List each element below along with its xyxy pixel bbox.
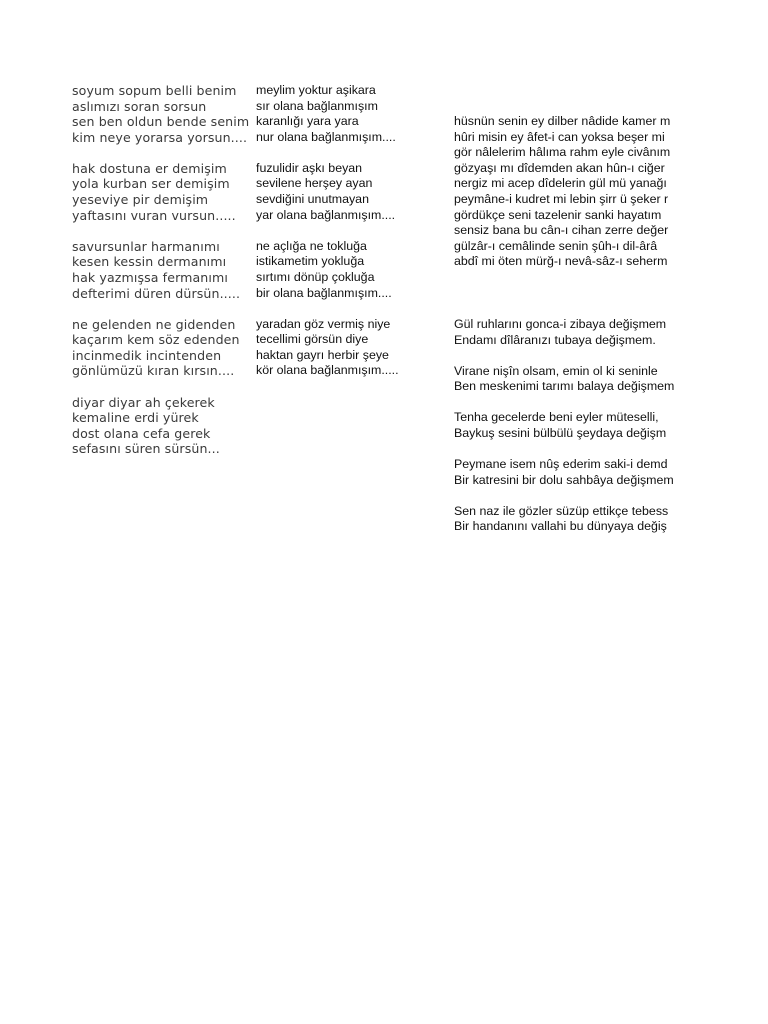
poem-line: hak yazmışsa fermanımı [72, 269, 228, 285]
poem-line: hüsnün senin ey dilber nâdide kamer m [454, 114, 671, 128]
stanza [454, 457, 676, 488]
poem-line: yar olana bağlanmışım.... [256, 207, 396, 222]
poem-line: Endamı dîlâranızı tubaya değişmem. [454, 332, 656, 347]
stanza [72, 317, 254, 379]
poem-line: kim neye yorarsa yorsun.... [72, 129, 248, 145]
poem-line: Virane nişîn olsam, emin ol ki seninle [454, 363, 658, 378]
stanza [256, 317, 446, 379]
poem-line: gözyaşı mı dîdemden akan hûn-ı ciğer [454, 160, 665, 175]
poem-line: Peymane isem nûş ederim saki-i demd [454, 457, 668, 471]
stanza [72, 161, 254, 223]
poem-line: hûri misin ey âfet-i can yoksa beşer mi [454, 129, 665, 144]
poem-line: sensiz bana bu cân-ı cihan zerre değer [454, 223, 669, 238]
stanza [256, 161, 446, 223]
stanza [454, 364, 676, 395]
stanza [72, 239, 254, 301]
stanza [454, 317, 676, 348]
poem-column-1 [72, 83, 254, 472]
poem-line: ne gelenden ne gidenden [72, 316, 236, 332]
poem-line: fuzulidir aşkı beyan [256, 160, 363, 175]
poem-line: Ben meskenimi tarımı balaya değişmem [454, 379, 675, 394]
poem-line: bir olana bağlanmışım.... [256, 285, 392, 300]
stanza [72, 395, 254, 457]
poem-line: Sen naz ile gözler süzüp ettikçe tebess [454, 503, 669, 518]
poem-line: sevilene herşey ayan [256, 176, 373, 191]
stanza [256, 239, 446, 301]
poem-column-2 [256, 83, 446, 395]
poem-line: yaradan göz vermiş niye [256, 316, 391, 331]
poem-line: incinmedik incintenden [72, 347, 222, 363]
stanza [454, 114, 676, 270]
poem-line: gör nâlelerim hâlıma rahm eyle civânım [454, 145, 671, 160]
poem-line: peymâne-i kudret mi lebin şirr ü şeker r [454, 191, 669, 206]
poem-line: ne açlığa ne tokluğa [256, 238, 367, 253]
poem-line: sefasını süren sürsün... [72, 441, 220, 457]
poem-line: kaçarım kem söz edenden [72, 332, 240, 348]
poem-line: defterimi düren dürsün..... [72, 285, 241, 301]
poem-line: sır olana bağlanmışım [256, 98, 378, 113]
poem-line: savursunlar harmanımı [72, 238, 220, 254]
poem-line: sırtımı dönüp çokluğa [256, 269, 375, 284]
poem-line: aslımızı soran sorsun [72, 98, 207, 114]
poem-line: nur olana bağlanmışım.... [256, 129, 396, 144]
poem-line: abdî mi öten mürğ-ı nevâ-sâz-ı seherm [454, 254, 668, 269]
poem-line: sen ben oldun bende senim [72, 114, 250, 130]
poem-line: yeseviye pir demişim [72, 192, 209, 208]
poem-line: gülzâr-ı cemâlinde senin şûh-ı dil-ârâ [454, 238, 658, 253]
poem-column-3 [454, 114, 676, 550]
poem-line: soyum sopum belli benim [72, 83, 237, 98]
poem-line: yola kurban ser demişim [72, 176, 230, 192]
stanza [256, 83, 446, 145]
poem-line: kesen kessin dermanımı [72, 254, 227, 270]
poem-line: Bir katresini bir dolu sahbâya değişmem [454, 472, 674, 487]
poem-line: sevdiğini unutmayan [256, 192, 369, 207]
poem-line: istikametim yokluğa [256, 254, 365, 269]
poem-line: gönlümüzü kıran kırsın.... [72, 363, 235, 379]
poem-line: haktan gayrı herbir şeye [256, 347, 389, 362]
poem-line: karanlığı yara yara [256, 114, 359, 129]
stanza [72, 83, 254, 145]
stanza [454, 410, 676, 441]
poem-line: gördükçe seni tazelenir sanki hayatım [454, 207, 662, 222]
poem-line: nergiz mi acep dîdelerin gül mü yanağı [454, 176, 667, 191]
poem-line: dost olana cefa gerek [72, 425, 211, 441]
poem-line: diyar diyar ah çekerek [72, 394, 215, 410]
poem-line: tecellimi görsün diye [256, 332, 369, 347]
poem-line: Bir handanını vallahi bu dünyaya değiş [454, 519, 667, 534]
stanza [454, 504, 676, 535]
poem-line: Gül ruhlarını gonca-i zibaya değişmem [454, 316, 667, 331]
poem-line: hak dostuna er demişim [72, 160, 227, 176]
poem-line: kör olana bağlanmışım..... [256, 363, 399, 378]
poem-line: Baykuş sesini bülbülü şeydaya değişm [454, 425, 667, 440]
poem-line: yaftasını vuran vursun..... [72, 207, 236, 223]
poem-line: Tenha gecelerde beni eyler müteselli, [454, 410, 659, 425]
poem-line: kemaline erdi yürek [72, 410, 199, 426]
poem-line: meylim yoktur aşikara [256, 83, 376, 97]
